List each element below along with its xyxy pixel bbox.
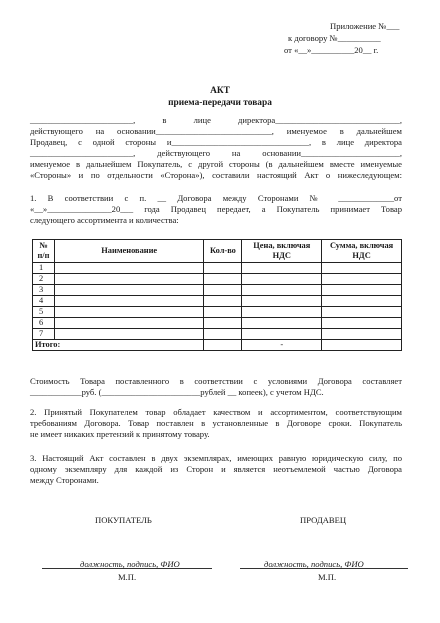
cell-price[interactable]: [242, 318, 322, 329]
cell-name[interactable]: [54, 263, 204, 274]
cell-name[interactable]: [54, 296, 204, 307]
table-row: [33, 285, 402, 296]
table-total-row: [33, 340, 402, 351]
col-header-sum: Сумма, включая НДС: [322, 240, 402, 263]
seller-stamp-label: М.П.: [318, 572, 337, 582]
row-number: 3: [33, 285, 55, 296]
seller-label: ПРОДАВЕЦ: [300, 515, 347, 525]
clause-2-line: не имеет никаких претензий к принятому товару.: [30, 429, 210, 439]
total-quantity[interactable]: [204, 340, 242, 351]
cell-price[interactable]: [242, 274, 322, 285]
cell-quantity[interactable]: [204, 263, 242, 274]
col-header-name: Наименование: [54, 240, 204, 263]
col-header-price: Цена, включая НДС: [242, 240, 322, 263]
row-number: 5: [33, 307, 55, 318]
cell-sum[interactable]: [322, 318, 402, 329]
total-sum[interactable]: [322, 340, 402, 351]
cost-line: Стоимость Товара поставленного в соответствии с условиями Договора составляет: [30, 376, 402, 386]
intro-line: ________________________, действующего на основании_______________________,: [30, 148, 402, 158]
row-number: 1: [33, 263, 55, 274]
clause-1-line: 1. В соответствии с п. __ Договора между Сторонами № _____________от: [30, 193, 402, 203]
cell-price[interactable]: [242, 263, 322, 274]
buyer-sign-caption: должность, подпись, ФИО: [80, 559, 180, 569]
cell-name[interactable]: [54, 285, 204, 296]
cell-price[interactable]: [242, 296, 322, 307]
table-row: [33, 329, 402, 340]
cell-name[interactable]: [54, 307, 204, 318]
table-row: [33, 318, 402, 329]
cell-sum[interactable]: [322, 285, 402, 296]
clause-2-line: требованиям Договора. Товар поставлен в установленные в Договоре сроки. Покупатель: [30, 418, 402, 428]
cell-quantity[interactable]: [204, 318, 242, 329]
cell-quantity[interactable]: [204, 329, 242, 340]
intro-line: действующего на основании___________________________, именуемое в дальнейшем: [30, 126, 402, 136]
cell-sum[interactable]: [322, 263, 402, 274]
table-row: [33, 263, 402, 274]
clause-3-line: между Сторонами.: [30, 475, 99, 485]
row-number: 2: [33, 274, 55, 285]
seller-sign-caption: должность, подпись, ФИО: [264, 559, 364, 569]
cost-line: ____________руб. (_______________________рублей __ копеек), с учетом НДС.: [30, 387, 324, 397]
table-row: [33, 307, 402, 318]
table-row: [33, 274, 402, 285]
clause-3-line: одному экземпляру для каждой из Сторон и является неотъемлемой частью Договора: [30, 464, 402, 474]
col-header-number: № п/п: [33, 240, 55, 263]
intro-line: Продавец, с одной стороны и________________________________, в лице директора: [30, 137, 402, 147]
appendix-line-3: от «__»__________20__ г.: [284, 45, 379, 55]
cell-name[interactable]: [54, 329, 204, 340]
cell-quantity[interactable]: [204, 274, 242, 285]
col-header-quantity: Кол-во: [204, 240, 242, 263]
clause-1-line: следующего ассортимента и количества:: [30, 215, 179, 225]
cell-quantity[interactable]: [204, 307, 242, 318]
intro-line: именуемое в дальнейшем Покупатель, с другой стороны (в дальнейшем вместе именуемые: [30, 159, 402, 169]
cell-price[interactable]: [242, 329, 322, 340]
buyer-label: ПОКУПАТЕЛЬ: [95, 515, 152, 525]
row-number: 4: [33, 296, 55, 307]
goods-table: [32, 239, 402, 351]
cell-name[interactable]: [54, 318, 204, 329]
total-price: -: [242, 340, 322, 351]
cell-quantity[interactable]: [204, 285, 242, 296]
table-header-row: [33, 240, 402, 263]
clause-3-line: 3. Настоящий Акт составлен в двух экземплярах, имеющих равную юридическую силу, по: [30, 453, 402, 463]
cell-sum[interactable]: [322, 296, 402, 307]
total-label: Итого:: [33, 340, 204, 351]
cell-price[interactable]: [242, 307, 322, 318]
cell-price[interactable]: [242, 285, 322, 296]
row-number: 6: [33, 318, 55, 329]
clause-2-line: 2. Принятый Покупателем товар обладает качеством и ассортиментом, соответствующим: [30, 407, 402, 417]
cell-sum[interactable]: [322, 329, 402, 340]
cell-sum[interactable]: [322, 274, 402, 285]
table-row: [33, 296, 402, 307]
cell-sum[interactable]: [322, 307, 402, 318]
intro-line: «Стороны» и по отдельности «Сторона»), составили настоящий Акт о нижеследующем:: [30, 170, 402, 180]
row-number: 7: [33, 329, 55, 340]
appendix-line-2: к договору №__________: [288, 33, 381, 43]
cell-quantity[interactable]: [204, 296, 242, 307]
document-title: АКТ: [210, 86, 230, 96]
cell-name[interactable]: [54, 274, 204, 285]
appendix-line-1: Приложение №___: [330, 21, 400, 31]
buyer-stamp-label: М.П.: [118, 572, 137, 582]
document-subtitle: приема-передачи товара: [168, 98, 272, 108]
clause-1-line: «__»_______________20___ года Продавец передает, а Покупатель принимает Товар: [30, 204, 402, 214]
intro-line: ________________________, в лице директора_____________________________,: [30, 115, 402, 125]
